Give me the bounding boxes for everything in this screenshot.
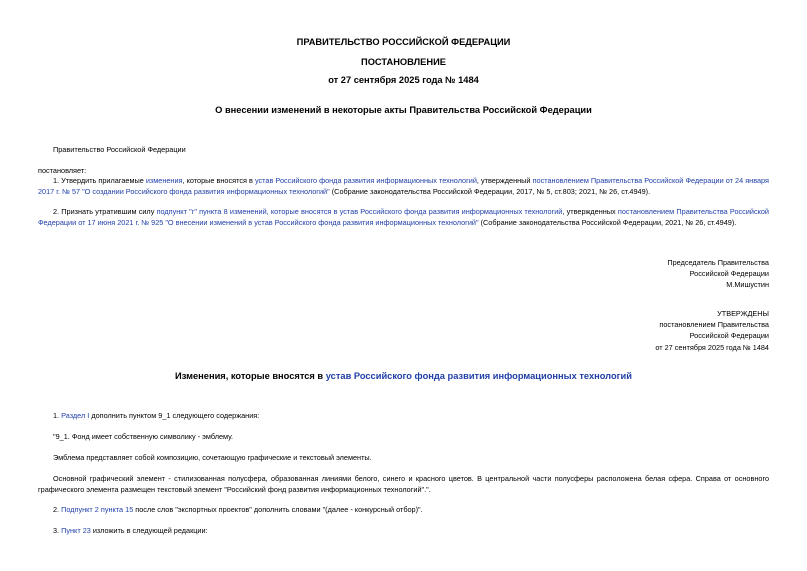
p1-text-d: (Собрание законодательства Российской Федерации, 2017, № 5, ст.803; 2021, № 26, ст.4949). (329, 186, 651, 196)
changes-title-text: Изменения, которые вносятся в (175, 371, 326, 381)
p2-text-b: , утвержденных (562, 207, 618, 216)
approved-line-4: от 27 сентября 2025 года № 1484 (655, 342, 769, 352)
link-subpoint-g[interactable]: подпункт "г" пункта 8 изменений, которые вносятся в устав Российского фонда развития информационных технологий (156, 207, 563, 216)
item-2-num: 2. (53, 505, 62, 514)
p2-text-a: 2. Признать утратившим силу (53, 207, 157, 216)
document-date: от 27 сентября 2025 года № 1484 (328, 75, 479, 85)
p2-text-c: (Собрание законодательства Российской Федерации, 2021, № 26, ст.4949). (478, 217, 737, 227)
item-1-num: 1. (53, 411, 62, 420)
quote-1: "9_1. Фонд имеет собственную символику - эмблему. (53, 432, 234, 441)
approved-line-2: постановлением Правительства (659, 320, 769, 330)
signature-line-2: Российской Федерации (689, 269, 769, 279)
item-2-text: после слов "экспортных проектов" дополнить словами "(далее - конкурсный отбор)". (133, 505, 423, 514)
signature-line-3: М.Мишустин (726, 280, 769, 290)
paragraph-2 (38, 207, 769, 228)
p1-text-b: , которые вносятся в (182, 176, 255, 185)
intro-government: Правительство Российской Федерации (53, 145, 186, 154)
link-decree-57[interactable]: постановлением Правительства Российской Федерации от 24 января 2017 г. № 57 "О создании Российского фонда развития информационных технологий" (38, 176, 769, 196)
approved-line-3: Российской Федерации (689, 331, 769, 341)
item-1 (38, 411, 769, 422)
item-3-text: изложить в следующей редакции: (90, 526, 208, 535)
link-charter-title[interactable]: устав Российского фонда развития информационных технологий (325, 371, 632, 381)
quote-2: Эмблема представляет собой композицию, сочетающую графические и текстовый элементы. (53, 453, 372, 462)
link-section-1[interactable]: Раздел I (61, 411, 90, 420)
approved-line-1: УТВЕРЖДЕНЫ (717, 309, 769, 318)
document-type: ПОСТАНОВЛЕНИЕ (361, 57, 446, 67)
document-title: О внесении изменений в некоторые акты Правительства Российской Федерации (215, 105, 592, 115)
link-changes[interactable]: изменения (145, 176, 183, 185)
item-3 (38, 526, 769, 537)
link-point-23[interactable]: Пункт 23 (61, 526, 91, 535)
item-1-text: дополнить пунктом 9_1 следующего содержания: (89, 411, 260, 420)
signature-line-1: Председатель Правительства (667, 258, 769, 267)
paragraph-1 (38, 176, 769, 197)
item-3-num: 3. (53, 526, 62, 535)
link-subpoint-2-15[interactable]: Подпункт 2 пункта 15 (61, 505, 134, 514)
link-decree-925[interactable]: постановлением Правительства Российской Федерации от 17 июня 2021 г. № 925 "О внесении изменений в устав Российского фонда развития информационных технологий" (38, 207, 770, 227)
quote-3: Основной графический элемент - стилизованная полусфера, образованная линиями белого, синего и красного цветов. В центральной части полусферы расположена белая сфера. Справа от основного графического элемента размещен текстовый элемент "Российский фонд развития информационных технологий".". (38, 474, 769, 494)
link-charter[interactable]: устав Российского фонда развития информационных технологий (254, 176, 477, 185)
government-heading: ПРАВИТЕЛЬСТВО РОССИЙСКОЙ ФЕДЕРАЦИИ (296, 37, 511, 47)
approved-block (655, 308, 769, 353)
changes-title (0, 371, 807, 381)
p1-text-c: , утвержденный (476, 176, 533, 185)
item-2 (38, 505, 769, 516)
signature-block (667, 257, 769, 291)
intro-decides: постановляет: (38, 166, 87, 175)
p1-text-a: 1. Утвердить прилагаемые (53, 176, 146, 185)
